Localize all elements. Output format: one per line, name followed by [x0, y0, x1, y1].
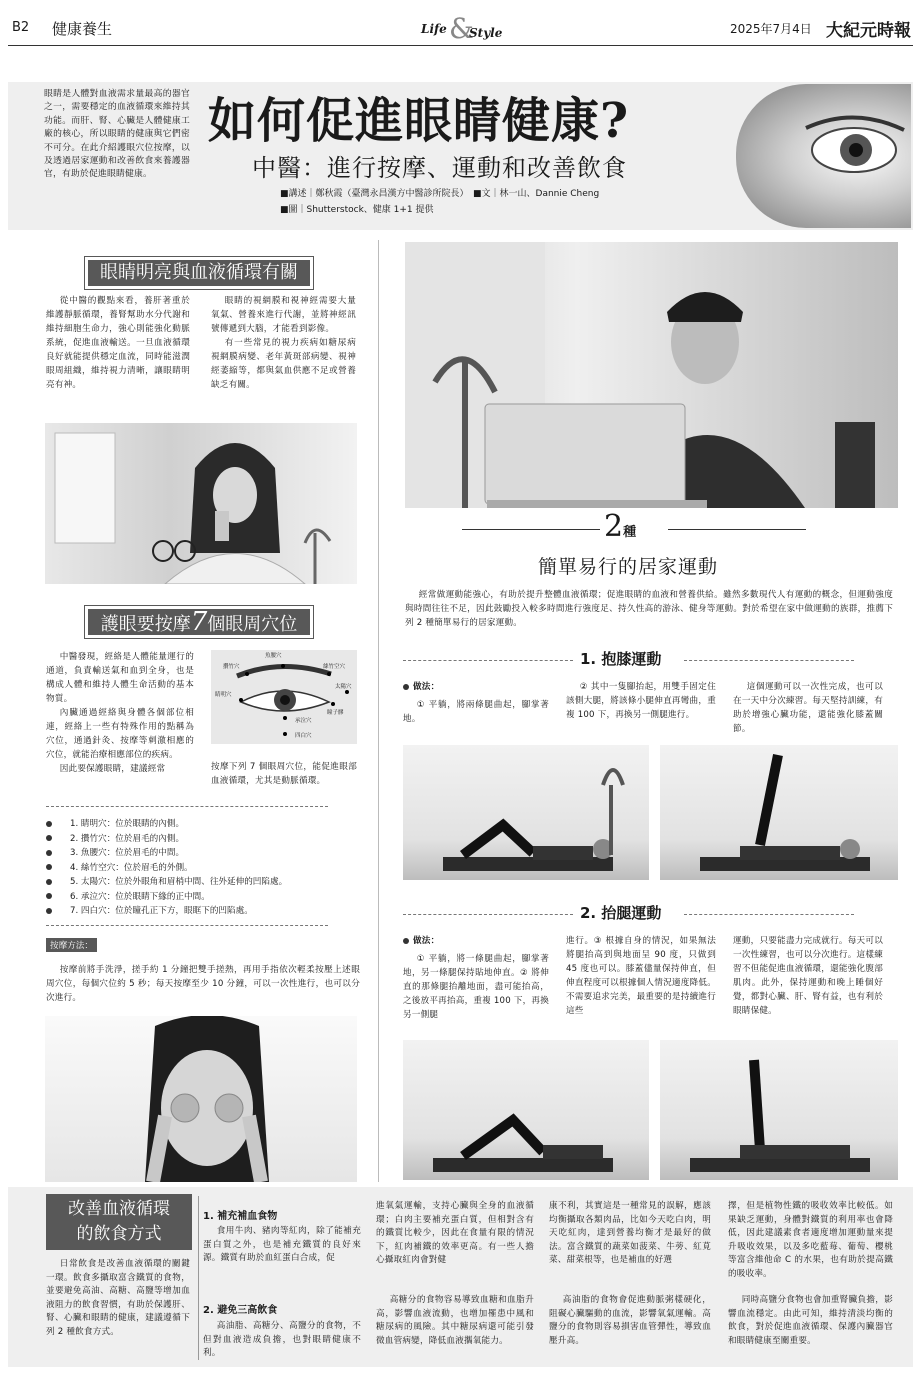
eye-icon	[736, 84, 911, 228]
eye-massage-illustration	[45, 1016, 357, 1182]
exercise2-steps: 做法： ① 平躺，將一條腿曲起，腳掌著地，另一條腿保持貼地伸直。② 將伸直的那條腿抬離地面，盡可能抬高，之後放平再抬高，重複 100 下，再換另一側腿	[403, 936, 549, 1020]
section1-col1: 從中醫的觀點來看，養肝著重於維護靜脈循環，養腎幫助水分代謝和維持細胞生命力，強心則能強化動脈系統，促進血液輸送。一旦血液循環良好就能提供穩定血流，同時能滋潤眼周組織，維持視力清晰，讓眼睛明亮有神。	[46, 296, 190, 390]
method-label: 做法：	[403, 934, 549, 948]
credits-line-1: ■講述｜鄭秋霞（臺灣永昌漢方中醫診所院長） ■文｜林一山、Dannie Cheng	[280, 189, 600, 199]
massage-method-text: 按摩前將手洗淨，搓手約 1 分鐘把雙手搓熱，再用手指依次輕柔按壓上述眼周穴位，每個穴位約 5 秒；每天按摩至少 10 分鐘，可以一次性進行，也可以分次進行。	[46, 965, 360, 1003]
exercise-intro: 經常做運動能強心，有助於提升整體血液循環；促進眼睛的血液和營養供給。雖然多數現代人有運動的概念，但運動強度與時間往往不足，因此鼓勵投入較多時間進行強度足、持久性高的游泳、健身等運動。對於希望在家中做運動的族群，推薦下列 2 種簡單易行的居家運動。	[405, 590, 893, 628]
knee-extend-illustration	[660, 745, 898, 880]
divider	[684, 914, 854, 915]
section2-text: 中醫發現，經絡是人體能量運行的通道，負責輸送氣和血到全身，也是構成人體和維持人體生命活動的基本物質。 內臟通過經絡與身體各個部位相連，經絡上一些有特殊作用的點稱為穴位，通過針灸、按摩等刺激相應的穴位，就能治療相應部位的疾病。 因此要保護眼睛，建議經常	[46, 652, 194, 774]
divider	[46, 806, 328, 807]
method-label: 做法：	[403, 680, 549, 694]
woman-glasses-photo	[45, 423, 357, 584]
intro-text: 眼睛是人體對血液需求量最高的器官之一，需要穩定的血液循環來維持其功能。而肝、腎、心臟是人體健康工廠的核心，所以眼睛的健康與它們密不可分。在此介紹護眼穴位按摩，以及透過居家運動和改善飲食來養護器官，有助於促進眼睛健康。	[44, 89, 190, 180]
list-item: 5. 太陽穴：位於外眼角和眉梢中間、往外延伸的凹陷處。	[46, 875, 358, 890]
diet-col4: 擇，但是植物性鐵的吸收效率比較低。如果缺乏運動，身體對鐵質的利用率也會降低，因此建議素食者適度增加運動量來提升吸收效果，以及多吃藍莓、葡萄、櫻桃等富含維他命 C 的水果，也有助於提高鐵的吸收率。	[728, 1201, 893, 1279]
diet-col6: 高糖分的食物容易導致血糖和血脂升高，影響血液流動，也增加罹患中風和糖尿病的風險。其中糖尿病還可能引發微血管病變，降低血液攜氧能力。	[376, 1295, 534, 1346]
exercise1-title: 1. 抱膝運動	[580, 650, 662, 668]
divider	[403, 660, 573, 661]
section1-col2: 眼睛的視網膜和視神經需要大量氧氣、營養來進行代謝，並將神經訊號傳遞到大腦，才能看到影像。 有一些常見的視力疾病如糖尿病視網膜病變、老年黃斑部病變、視神經萎縮等，都與氣血供應不足或營養缺乏有關。	[211, 296, 356, 390]
diet-col5: 高油脂、高糖分、高鹽分的食物，不但對血液造成負擔，也對眼睛健康不利。	[203, 1321, 361, 1359]
list-item: 1. 睛明穴：位於眼睛的內側。	[46, 817, 358, 832]
knee-hug-photo-2	[660, 745, 898, 880]
exercise1-col3: 這個運動可以一次性完成，也可以在一天中分次練習。每天堅持訓練，有助於增強心臟功能，還能強化膝蓋關節。	[733, 682, 883, 734]
exercise-heading: 簡單易行的居家運動	[538, 556, 719, 578]
exercise1-steps: 做法： ① 平躺，將兩條腿曲起，腳掌著地。	[403, 682, 549, 724]
credits-line-2: ■圖｜Shutterstock、健康 1+1 提供	[280, 205, 434, 215]
diet-heading: 改善血液循環 的飲食方式	[46, 1194, 192, 1250]
leg-raise-photo-1	[403, 1040, 649, 1180]
list-item: 7. 四白穴：位於瞳孔正下方，眼眶下的凹陷處。	[46, 904, 358, 919]
massage-method-label: 按摩方法：	[46, 938, 97, 952]
diet-col1: 食用牛肉、豬肉等紅肉，除了能補充蛋白質之外，也是補充鐵質的良好來源。鐵質有助於血紅蛋白合成，促	[203, 1226, 361, 1264]
knee-hug-photo-1	[403, 745, 649, 880]
life-style-logo: Life & Style	[421, 12, 503, 45]
exercise-title-rule-left	[462, 529, 600, 530]
diet-col3: 康不利，其實這是一種常見的誤解，應該均衡攝取各類肉品，比如今天吃白肉，明天吃紅肉，達到營養均衡才是最好的做法。富含鐵質的蔬菜如菠菜、牛蒡、紅莧菜、甜菜根等，也是補血的好選	[549, 1201, 711, 1266]
page-subtitle: 中醫：進行按摩、運動和改善飲食	[252, 154, 627, 182]
issue-date: 2025年7月4日	[730, 22, 812, 36]
diet-point2-heading: 2. 避免三高飲食	[203, 1305, 278, 1316]
diet-col2: 進氧氣運輸，支持心臟與全身的血液循環；白肉主要補充蛋白質，但相對含有的鐵質比較少，因此在食量有限的情況下，紅肉補鐵的效率更高。有一些人擔心攝取紅肉會對健	[376, 1201, 534, 1266]
eye-closeup-photo	[736, 84, 911, 228]
section-name: 健康養生	[52, 20, 113, 38]
exercise2-title: 2. 抬腿運動	[580, 904, 662, 922]
woman-massaging-eyes-photo	[45, 1016, 357, 1182]
tired-man-illustration	[405, 242, 898, 508]
divider	[684, 660, 854, 661]
list-item: 6. 承泣穴：位於眼睛下緣的正中間。	[46, 890, 358, 905]
man-tired-at-laptop-photo	[405, 242, 898, 508]
diet-point1-heading: 1. 補充補血食物	[203, 1211, 278, 1222]
column-divider	[378, 240, 379, 1182]
acupoint-list	[46, 817, 358, 919]
leg-raise-photo-2	[660, 1040, 898, 1180]
exercise2-col2: 進行。③ 根據自身的情況，如果無法將腿抬高到與地面呈 90 度，只做到 45 度也可以。膝蓋儘量保持伸直，但伸直程度可以根據個人情況適度降低。不需要追求完美，最重要的是持續進行這些	[566, 936, 716, 1016]
newspaper-logo: 大紀元時報	[826, 21, 911, 41]
exercise1-col2: ② 其中一隻腳抬起，用雙手固定住該側大腿，將該條小腿伸直再彎曲，重複 100 下，再換另一側腿進行。	[566, 682, 716, 720]
diet-column-divider	[198, 1196, 199, 1360]
leg-raise-high-illustration	[660, 1040, 898, 1180]
page-header	[8, 8, 913, 46]
diet-col7: 高油脂的食物會促進動脈粥樣硬化，阻礙心臟驅動的血流，影響氧氣運輸。高鹽分的食物則容易損害血管彈性，導致血壓升高。	[549, 1295, 711, 1346]
banner	[8, 82, 913, 230]
knee-hug-illustration	[403, 745, 649, 880]
diet-intro: 日常飲食是改善血液循環的關鍵一環。飲食多攝取富含鐵質的食物，並要避免高油、高糖、高鹽等增加血液阻力的飲食習慣，有助於保護肝、腎、心臟和眼睛的健康，建議遵循下列 2 種飲食方式。	[46, 1259, 190, 1337]
exercise-title-rule-right	[668, 529, 806, 530]
diet-col8: 同時高鹽分食物也會加重腎臟負擔，影響血流穩定。由此可知，維持清淡均衡的飲食，對於促進血液循環、保護內臟器官和眼睛健康至關重要。	[728, 1295, 893, 1346]
acupoint-diagram: 魚腰穴 攢竹穴 絲竹空穴 睛明穴 太陽穴 瞳子髎 承泣穴 四白穴	[211, 650, 357, 744]
leg-raise-low-illustration	[403, 1040, 649, 1180]
divider	[46, 925, 328, 926]
acupoint-caption: 按摩下列 7 個眼周穴位，能促進眼部血液循環，尤其是動脈循環。	[211, 762, 357, 786]
divider	[403, 914, 573, 915]
section-heading-circulation: 眼睛明亮與血液循環有關	[85, 257, 313, 289]
page-code: B2	[12, 20, 30, 35]
list-item: 4. 絲竹空穴：位於眉毛的外側。	[46, 861, 358, 876]
list-item: 3. 魚腰穴：位於眉毛的中間。	[46, 846, 358, 861]
exercise-count: 2種	[604, 509, 637, 544]
section-heading-acupoints: 護眼要按摩7個眼周穴位	[85, 606, 313, 638]
page-title: 如何促進眼睛健康?	[208, 93, 630, 149]
list-item: 2. 攢竹穴：位於眉毛的內側。	[46, 832, 358, 847]
exercise2-col3: 運動，只要能盡力完成就行。每天可以一次性練習，也可以分次進行。這樣練習不但能促進血液循環，還能強化腹部肌肉。此外，保持運動和晚上睡個好覺，都對心臟、肝、腎有益，也有利於眼睛保健。	[733, 936, 883, 1016]
woman-rubbing-eyes-illustration	[45, 423, 357, 584]
